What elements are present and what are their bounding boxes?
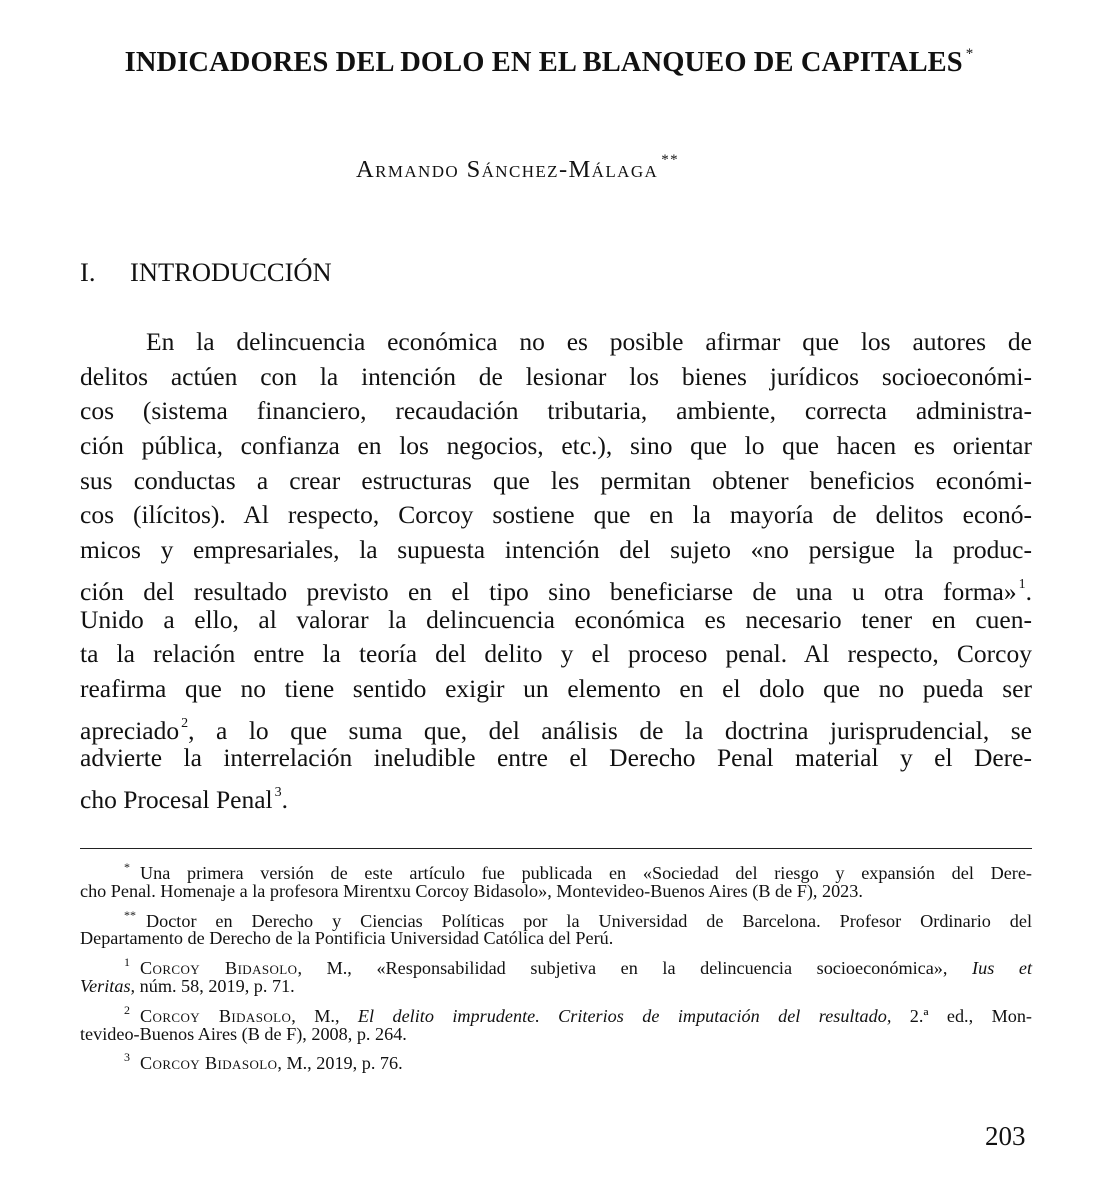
paragraph-line-text: , a lo que suma que, del análisis de la doctrina jurisprudencial, se xyxy=(188,715,1032,745)
footnote-text: Doctor en Derecho y Ciencias Políticas por la Universidad de Barcelona. Profesor Ordinario del xyxy=(146,910,1032,931)
footnote-mark: * xyxy=(124,860,130,874)
footnote-text: Una primera versión de este artículo fue publicada en «Sociedad del riesgo y expansión del Dere- xyxy=(140,863,1032,883)
paragraph-line-text: ción del resultado previsto en el tipo sino beneficiarse de una u otra forma» xyxy=(80,576,1017,606)
footnotes xyxy=(80,856,1033,1074)
footnote-1-continued xyxy=(80,975,1032,999)
footnote-star xyxy=(80,856,1032,883)
body-paragraph xyxy=(80,325,1032,814)
paragraph-line: micos y empresariales, la supuesta intención del sujeto «no persigue la produc- xyxy=(80,535,1032,565)
footnote-divider xyxy=(80,848,1032,849)
paragraph-line-text: . xyxy=(281,784,288,814)
paragraph-line: reafirma que no tiene sentido exigir un elemento en el dolo que no pueda ser xyxy=(80,673,1032,703)
section-title: INTRODUCCIÓN xyxy=(130,257,332,287)
paragraph-line xyxy=(80,707,1032,745)
paragraph-line: delitos actúen con la intención de lesionar los bienes jurídicos socioeconómi- xyxy=(80,361,1032,391)
footnote-star-continued: cho Penal. Homenaje a la profesora Mirentxu Corcoy Bidasolo», Montevideo-Buenos Aires (B de F), 2023. xyxy=(80,880,863,901)
section-number: I. xyxy=(80,257,96,287)
page-number: 203 xyxy=(985,1121,1026,1151)
footnote-text: 2.ª ed., Mon- xyxy=(891,1005,1032,1026)
footnote-2 xyxy=(80,999,1032,1026)
footnote-double-star xyxy=(80,904,1032,931)
paragraph-line: ta la relación entre la teoría del delito y el proceso penal. Al respecto, Corcoy xyxy=(80,639,1032,669)
footnote-text: , M., 2019, p. 76. xyxy=(277,1053,403,1074)
footnote-cited-author: Corcoy Bidasolo xyxy=(140,958,298,979)
footnote-journal-title: Veritas, xyxy=(80,975,136,996)
footnote-mark: 1 xyxy=(124,955,130,970)
paragraph-line-text: apreciado xyxy=(80,715,180,745)
article-title xyxy=(0,46,1098,79)
footnote-2-continued: tevideo-Buenos Aires (B de F), 2008, p. 264. xyxy=(80,1023,407,1044)
paragraph-line: cos (ilícitos). Al respecto, Corcoy sostiene que en la mayoría de delitos econó- xyxy=(80,500,1032,530)
footnote-reference-1[interactable]: 1 xyxy=(1018,576,1026,592)
paragraph-line: Unido a ello, al valorar la delincuencia económica es necesario tener en cuen- xyxy=(80,604,1032,634)
author-footnote-mark: ** xyxy=(661,152,679,168)
author-name-text: Armando Sánchez-Málaga xyxy=(356,156,659,183)
paragraph-line-text: cho Procesal Penal xyxy=(80,784,273,814)
author-name xyxy=(356,152,679,184)
footnote-3 xyxy=(80,1046,1032,1074)
footnote-book-title: El delito imprudente. Criterios de imputación del resultado, xyxy=(357,1005,892,1026)
article-title-text: INDICADORES DEL DOLO EN EL BLANQUEO DE CAPITALES xyxy=(124,47,963,78)
paragraph-line: advierte la interrelación ineludible entre el Derecho Penal material y el Dere- xyxy=(80,743,1032,773)
title-footnote-mark: * xyxy=(965,46,974,62)
footnote-mark: 3 xyxy=(124,1050,130,1065)
section-heading xyxy=(80,257,332,288)
footnote-cited-author: Corcoy Bidasolo xyxy=(140,1005,292,1026)
paragraph-line: ción pública, confianza en los negocios, etc.), sino que lo que hacen es orientar xyxy=(80,431,1032,461)
footnote-mark: ** xyxy=(124,907,136,922)
footnote-text: núm. 58, 2019, p. 71. xyxy=(135,975,295,996)
footnote-mark: 2 xyxy=(124,1002,130,1017)
paragraph-line xyxy=(80,776,1032,814)
paragraph-line: ción del resultado previsto en el tipo sino beneficiarse de una u otra forma» $^1$. xyxy=(80,576,1032,606)
footnote-text: , M., xyxy=(291,1005,358,1026)
footnote-text: , M., «Responsabilidad subjetiva en la delincuencia socioeconómica», xyxy=(297,958,973,979)
footnote-reference-2[interactable]: 2 xyxy=(181,715,189,731)
footnote-journal-title: Ius et xyxy=(972,958,1033,979)
footnote-double-star-continued: Departamento de Derecho de la Pontificia Universidad Católica del Perú. xyxy=(80,928,614,949)
paragraph-line: sus conductas a crear estructuras que les permitan obtener beneficios económi- xyxy=(80,465,1032,495)
footnote-reference-3[interactable]: 3 xyxy=(274,784,282,800)
paragraph-line: cos (sistema financiero, recaudación tributaria, ambiente, correcta administra- xyxy=(80,396,1032,426)
footnote-1 xyxy=(80,951,1033,979)
paragraph-line: En la delincuencia económica no es posible afirmar que los autores de xyxy=(146,327,1032,356)
footnote-cited-author: Corcoy Bidasolo xyxy=(140,1053,278,1074)
